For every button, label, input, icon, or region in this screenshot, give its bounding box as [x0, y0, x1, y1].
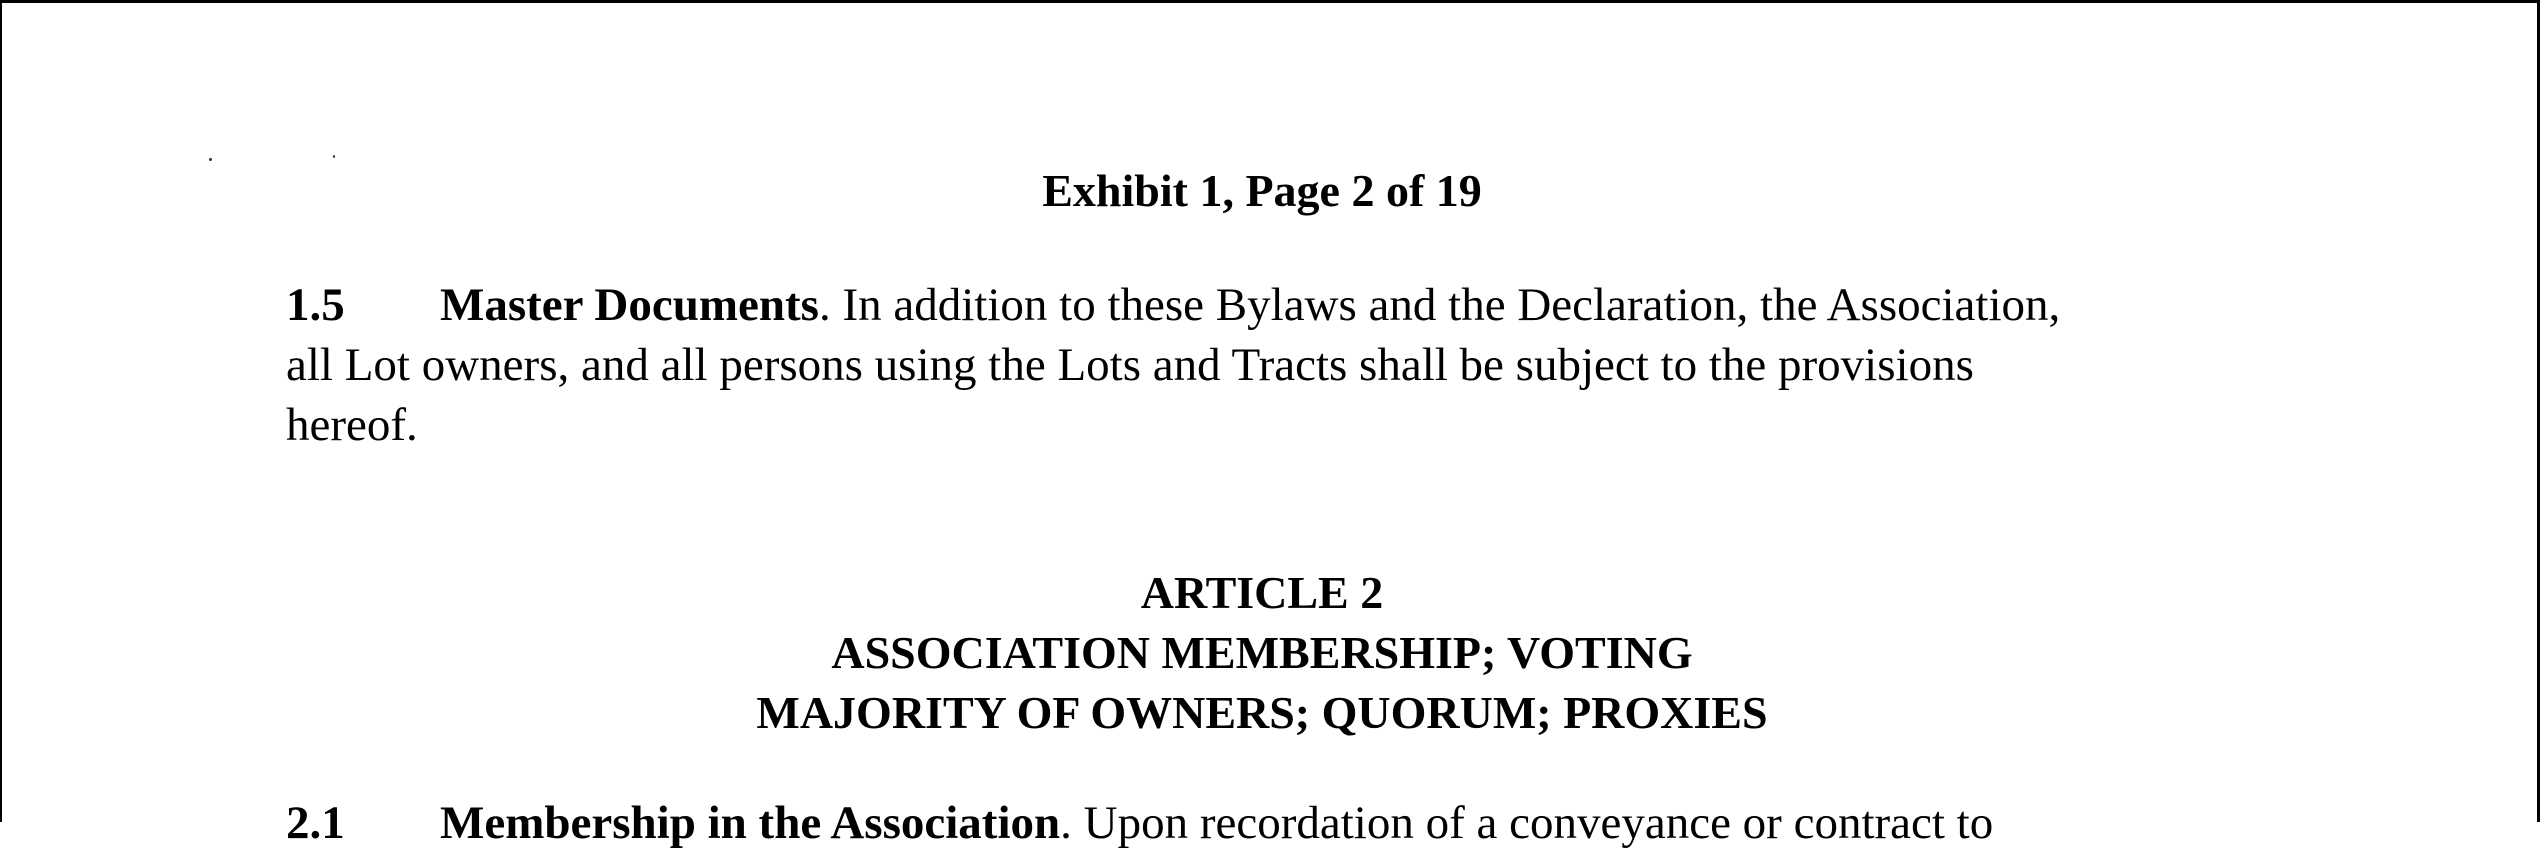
- section-heading: Membership in the Association: [440, 797, 1061, 849]
- section-2-1: [286, 793, 2286, 853]
- section-number: 2.1: [286, 797, 345, 849]
- article-number: ARTICLE 2: [1140, 567, 1384, 618]
- scan-speck: [333, 155, 335, 158]
- article-heading: [2, 563, 2522, 743]
- article-title: ASSOCIATION MEMBERSHIP; VOTING: [831, 627, 1693, 678]
- scan-speck: [209, 158, 212, 161]
- section-text-line-2: all Lot owners, and all persons using the Lots and Tracts shall be subject to the provisions: [286, 339, 1974, 391]
- section-text-line-3: hereof.: [286, 399, 418, 451]
- section-1-5: [286, 275, 2286, 455]
- section-text: . Upon recordation of a conveyance or contract to: [1060, 797, 1994, 849]
- article-subtitle: MAJORITY OF OWNERS; QUORUM; PROXIES: [756, 687, 1768, 738]
- section-number: 1.5: [286, 279, 345, 331]
- exhibit-header: Exhibit 1, Page 2 of 19: [1042, 165, 1482, 216]
- section-heading: Master Documents: [440, 279, 819, 331]
- section-text-line-1: . In addition to these Bylaws and the Declaration, the Association,: [818, 279, 2061, 331]
